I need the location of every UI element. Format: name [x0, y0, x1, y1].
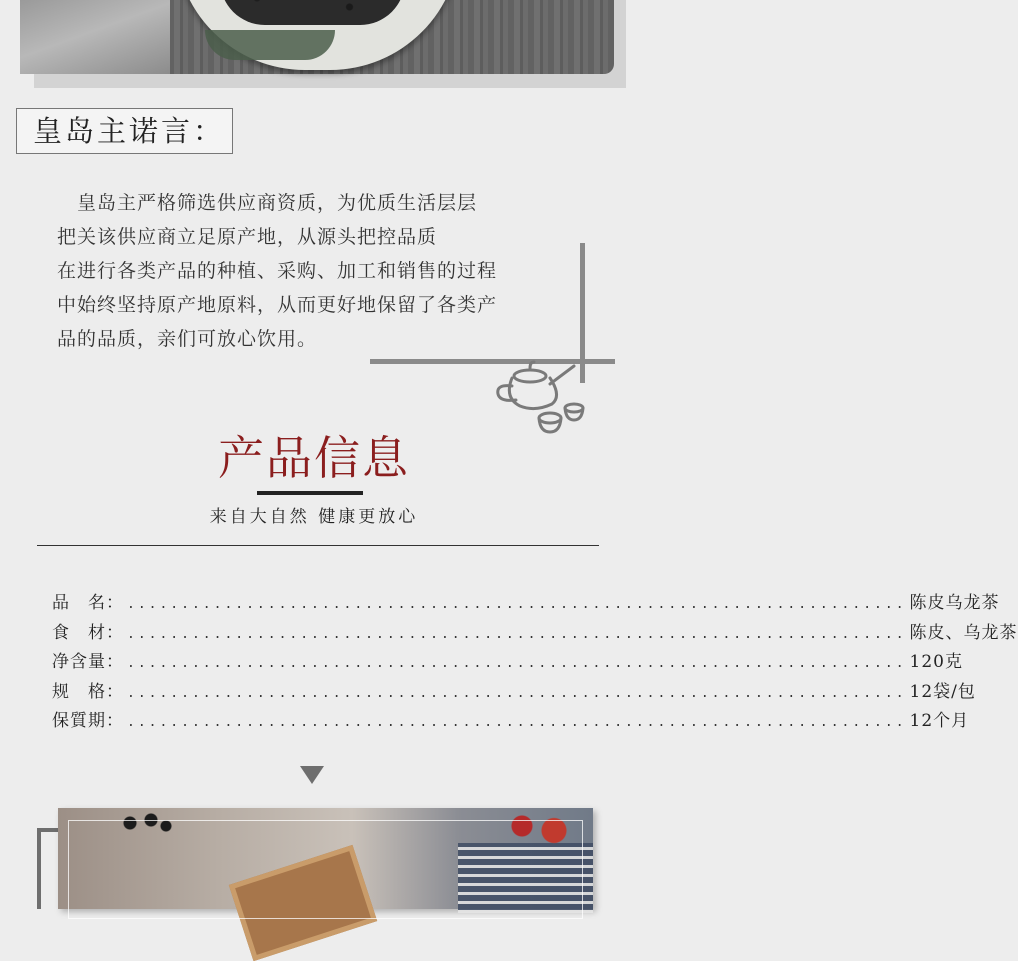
- spec-label: 规 格：: [52, 681, 124, 702]
- spec-value: 12袋/包: [909, 681, 976, 702]
- dot-leader: ........................................................................: [127, 685, 907, 701]
- plate-rim: [205, 30, 335, 60]
- dot-leader: ........................................................................: [127, 715, 907, 730]
- dot-leader: ........................................................................: [127, 626, 907, 642]
- product-photo: [58, 808, 593, 909]
- spec-row-name: [52, 588, 1000, 618]
- spec-value: 120克: [909, 652, 963, 672]
- spec-row-ingredients: [52, 618, 1018, 648]
- promise-title: 皇岛主诺言：: [16, 108, 233, 154]
- spec-label: 食 材：: [52, 622, 124, 643]
- product-info-title: 产品信息: [218, 431, 410, 485]
- tea-leaves: [220, 0, 405, 25]
- tea-plate-photo: [20, 0, 614, 74]
- photo-inner-border: [68, 820, 583, 919]
- spec-row-shelf-life: [52, 706, 970, 736]
- promise-line: 在进行各类产品的种植、采购、加工和销售的过程: [57, 260, 498, 282]
- cloth-texture: [20, 0, 170, 74]
- dot-leader: ........................................................................: [127, 656, 907, 671]
- spec-row-specification: [52, 677, 976, 707]
- product-info-subtitle: 来自大自然 健康更放心: [209, 507, 419, 527]
- promise-line: 品的品质，亲们可放心饮用。: [57, 328, 318, 350]
- dot-leader: ........................................................................: [127, 597, 907, 612]
- spec-label: 保質期：: [52, 711, 124, 731]
- promise-line: 皇岛主严格筛选供应商资质，为优质生活层层: [57, 192, 478, 214]
- promise-line: 中始终坚持原产地原料，从而更好地保留了各类产: [57, 294, 498, 316]
- spec-value: 12个月: [909, 711, 970, 731]
- down-arrow-icon: [300, 766, 324, 784]
- spec-value: 陈皮、乌龙茶: [909, 622, 1018, 643]
- spec-label: 品 名：: [52, 593, 124, 613]
- promise-line: 把关该供应商立足原产地，从源头把控品质: [57, 226, 438, 248]
- promise-body: [57, 186, 577, 356]
- spec-row-net-content: [52, 647, 963, 677]
- spec-value: 陈皮乌龙茶: [909, 593, 1000, 613]
- section-divider: [37, 545, 599, 546]
- title-underline: [257, 491, 363, 495]
- spec-label: 净含量：: [52, 652, 124, 672]
- photo-frame-corner: [37, 828, 41, 909]
- spec-list: [52, 588, 1018, 736]
